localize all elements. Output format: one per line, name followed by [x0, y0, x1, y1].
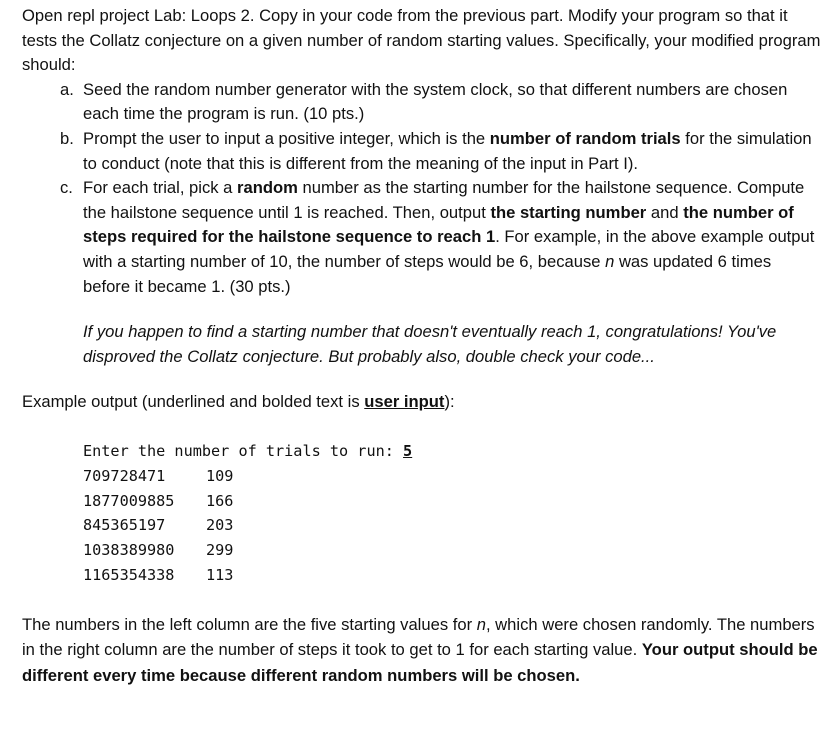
step-count: 203: [206, 516, 234, 535]
intro-paragraph: [22, 4, 822, 78]
list-item-text: was updated 6 times before it became 1. (30 pts.): [83, 251, 772, 296]
outro-paragraph: [22, 612, 822, 688]
table-row: [83, 538, 822, 563]
emphasis-text: random: [237, 178, 298, 198]
requirements-list: [22, 78, 822, 299]
list-item-text: and: [646, 202, 684, 222]
outro-text: , which were chosen randomly. The numbers in the right column are the number of steps it took to get to 1 for each starting value.: [22, 614, 815, 660]
document-page: [22, 0, 822, 688]
emphasis-text: the number of steps required for the hailstone sequence to reach 1: [83, 202, 794, 247]
emphasis-text: the starting number: [490, 202, 647, 222]
step-count: 109: [206, 466, 234, 485]
starting-number: 1877009885: [83, 491, 175, 510]
list-item: [22, 176, 822, 299]
list-item-text: Seed the random number generator with the system clock, so that different numbers are chosen each time the program is run. (10 pts.): [83, 79, 788, 124]
starting-number: 1165354338: [83, 565, 175, 584]
starting-number: 1038389980: [83, 541, 175, 560]
list-marker: a.: [60, 79, 74, 99]
list-item-text: number as the starting number for the hailstone sequence. Compute the hailstone sequence until 1 is reached. Then, output: [83, 178, 805, 222]
table-row: [83, 563, 822, 588]
step-count: 166: [206, 491, 234, 510]
emphasis-text: Your output should be different every time because different random numbers will be chosen.: [22, 640, 818, 685]
list-item-text: Prompt the user to input a positive integer, which is the: [83, 128, 490, 148]
table-row: [83, 464, 822, 489]
starting-number: 845365197: [83, 516, 166, 535]
list-marker: b.: [60, 128, 74, 148]
example-label-text: Example output (underlined and bolded text is: [22, 392, 365, 412]
list-marker: c.: [60, 178, 73, 198]
user-input-emphasis: user input: [364, 392, 445, 412]
note-text: If you happen to find a starting number that doesn't eventually reach 1, congratulations! You've disproved the Collatz conjecture. But probably also, double check your code...: [83, 322, 777, 366]
intro-text: Open repl project Lab: Loops 2. Copy in your code from the previous part. Modify your program so that it tests the Collatz conjecture on a given number of random starting values. Specifically, your modified program should:: [22, 6, 821, 75]
emphasis-text: number of random trials: [489, 128, 681, 148]
step-count: 299: [206, 541, 234, 560]
outro-text: The numbers in the left column are the five starting values for: [22, 614, 477, 634]
step-count: 113: [206, 565, 234, 584]
prompt-line: [83, 439, 822, 464]
example-label-suffix: ):: [444, 392, 455, 412]
list-item-text: for the simulation to conduct (note that this is different from the meaning of the input in Part I).: [83, 128, 812, 173]
example-output-block: [83, 439, 822, 588]
variable-name: n: [476, 614, 486, 634]
example-label: [22, 390, 822, 415]
list-item: [22, 127, 822, 176]
table-row: [83, 489, 822, 514]
variable-name: n: [605, 251, 615, 271]
starting-number: 709728471: [83, 466, 166, 485]
note-paragraph: [22, 320, 822, 369]
list-item-text: . For example, in the above example output with a starting number of 10, the number of steps would be 6, because: [83, 227, 815, 271]
prompt-text: Enter the number of trials to run:: [83, 441, 404, 460]
list-item: [22, 78, 822, 127]
user-input-value: 5: [403, 441, 413, 460]
table-row: [83, 513, 822, 538]
list-item-text: For each trial, pick a: [83, 178, 238, 198]
